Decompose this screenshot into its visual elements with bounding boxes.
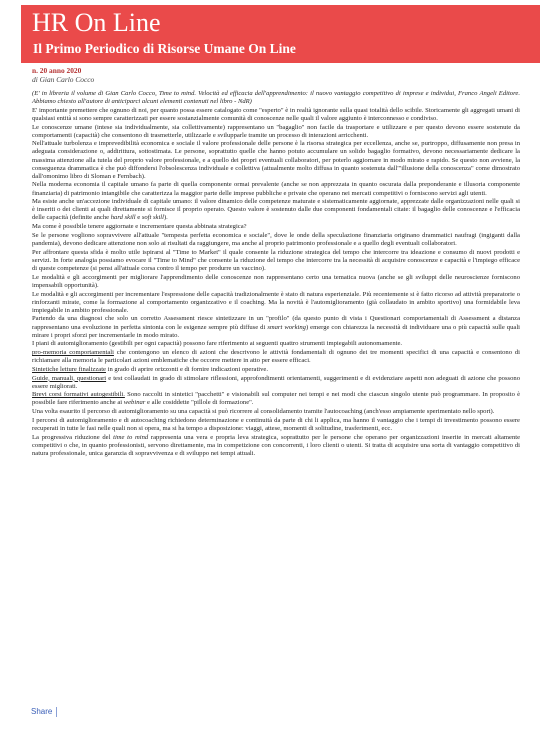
text-run: ) emerge con chiarezza la necessità di individuare una o più capacità sulle quali mirare i propri sforzi per incrementarle in modo mirato. (32, 323, 520, 339)
text-run: Ma esiste anche un'accezione individuale di capitale umano: il valore dinamico delle competenze maturate e sistematicamente aggiornate, apprezzate dalle organizzazioni nelle quali si è inseriti o dei clienti ai quali direttamente si fornisce il proprio operato. Questo valore è sostenuto dalle due componenti fondamentali citate: il bagaglio delle conoscenze e l'efficacia delle capacità (definite anche (32, 198, 520, 222)
list-item-head: pro-memoria comportamentali (32, 349, 114, 357)
paragraph: I percorsi di automiglioramento e di autocoaching richiedono determinazione e continuità da parte di chi li applica, ma hanno il vantaggio che i tempi di investimento possono essere recuperati in tutte le fasi nelle quali non si opera, ma si ha tempo a disposizione: viaggi, attese, momenti di solitudine, trasferimenti, ecc. (32, 416, 520, 432)
text-run: smart working (267, 323, 306, 331)
text-run: e alle cosiddette "pillole di formazione". (145, 399, 254, 407)
question-heading: Ma come è possibile tenere aggiornate e incrementare questa abbinata strategica? (32, 223, 247, 231)
site-title: HR On Line (32, 8, 161, 37)
paragraph (32, 434, 520, 458)
list-item (32, 375, 520, 391)
list-item (32, 391, 520, 407)
list-item-head: Sintetiche letture finalizzate (32, 365, 106, 373)
share-link[interactable]: Share (31, 707, 53, 716)
paragraph: Per affrontare questa sfida è molto utile ispirarsi al "Time to Market" il quale consente la riduzione strategica del tempo che intercorre tra ideazione e consumo di nuovi prodotti e servizi. In forte analogia possiamo evocare il "Time to Mind" che consente la riduzione del tempo che intercorre tra la necessità di acquisire conoscenze e capacità e l'impiego efficace di queste competenze (si pensi all'attuale corsa contro il tempo per produrre un vaccino). (32, 248, 520, 273)
site-subtitle: Il Primo Periodico di Risorse Umane On Line (33, 41, 296, 56)
text-run: La progressiva riduzione del (32, 433, 114, 441)
paragraph: I piani di automiglioramento (gestibili per ogni capacità) possono fare riferimento ai seguenti quattro strumenti impiegabili autonomamente. (32, 340, 403, 348)
text-run: in grado di aprire orizzonti e di fornire indicazioni operative. (105, 365, 269, 373)
text-run: hard skill (110, 214, 136, 222)
text-run: che contengono un elenco di azioni che descrivono le attività fondamentali di ognuno dei tre momenti specifici di una capacità e consentono di richiamare alla memoria le particolari azioni emblematiche che occorre mettere in atto per essere efficaci. (32, 349, 520, 365)
article-body (32, 90, 520, 458)
list-item (32, 349, 520, 365)
intro-paragraph: (E' in libreria il volume di Gian Carlo Cocco, Time to mind. Velocità ed efficacia dell'apprendimento: il nuovo vantaggio competitivo di imprese e individui, Franco Angeli Editore. Abbiamo chiesto all'autore di anticiparci alcuni elementi contenuti nel libro - NdR) (32, 90, 520, 106)
paragraph: Le conoscenze umane (intese sia individualmente, sia collettivamente) rappresentano un "bagaglio" non facile da trasportare e utilizzare e per questo devono essere sostenute da comportamenti (capacità) che consentono di trasmetterle, utilizzarle e svilupparle tramite un processo di interazioni arricchenti. (32, 123, 520, 139)
list-item-head: Guide, manuali, questionari (32, 374, 107, 382)
text-run: time to mind (113, 433, 149, 441)
text-run: soft skill (141, 214, 164, 222)
paragraph: E' importante premettere che ognuno di noi, per quanto possa essere catalogato come "esperto" è in realtà ignorante sulla quasi totalità dello scibile. Storicamente gli aggregati umani di qualsiasi entità si sono sempre caratterizzati per essere sostanzialmente comunità di conoscenze nelle quali il valore aggiunto è interconnesso e condiviso. (32, 106, 520, 122)
masthead-banner (21, 5, 540, 63)
paragraph (32, 198, 520, 222)
text-run: ). (163, 214, 168, 222)
paragraph: Le modalità e gli accorgimenti per incrementare l'espressione delle capacità tradizionalmente è stato di natura esperienziale. Più recentemente si è fatto ricorso ad attività preparatorie o rinforzanti mirate, come la formazione al comportamento organizzativo e il coaching. Ma la novità è l'automiglioramento (già collaudato in ambito sportivo) una formidabile leva impiegabile in ambito professionale. (32, 290, 520, 314)
text-run: e (135, 214, 142, 222)
paragraph: Se le persone vogliono sopravvivere all'attuale "tempesta perfetta economica e sociale", dove le onde della speculazione finanziaria originano drammatici naufragi (ingiganti dalla pandemia), devono dedicare attenzione non solo ai risultati da raggiungere, ma anche al proprio patrimonio professionale e a quello degli eventuali collaboratori. (32, 232, 520, 248)
paragraph: Nella moderna economia il capitale umano fa parte di quella componente ormai prevalente (anche se non apprezzata in quanto oscurata dalla preponderante e illusoria componente finanziaria) di patrimonio intangibile che caratterizza la maggior parte delle imprese pubbliche e private che operano nei mercati competitivi o forniscono servizi agli utenti. (32, 181, 520, 197)
list-item-head: Brevi corsi formativi autogestibili. (32, 391, 125, 399)
paragraph (32, 315, 520, 339)
text-run: rappresenta una vera e propria leva strategica, soprattutto per le persone che operano per organizzazioni inserite in mercati altamente competitivi o che, in quanto professionisti, servono direttamente, ma in competizione con concorrenti, i loro clienti o utenti. Si tratta di acquisire una sorta di vantaggio competitivo di natura professionale, unica garanzia di sopravvivenza e di sviluppo nei tempi attuali. (32, 433, 520, 457)
author-line: di Gian Carlo Cocco (32, 75, 95, 84)
paragraph: Le modalità e gli accorgimenti per migliorare l'apprendimento delle conoscenze non rappresentano certo una tematica nuova (anche se gli sviluppi delle neuroscienze forniscono impensabili opportunità). (32, 273, 520, 289)
share-divider (56, 707, 57, 717)
list-item (32, 366, 520, 374)
text-run: e test collaudati in grado di stimolare riflessioni, approfondimenti orientamenti, suggerimenti e di evidenziare aspetti non adeguati di azione che possono essere migliorati. (32, 374, 520, 390)
text-run: webinar (123, 399, 146, 407)
text-run: Partendo da una diagnosi che solo un corretto Assessment riesce sintetizzare in un "profilo" (da questo punto di vista i Questionari comportamentali di Assessment a distanza rappresentano una evoluzione in perfetta sintonia con le esigenze sempre più diffuse di (32, 315, 520, 331)
text-run: Sono raccolti in sintetici "pacchetti" e visionabili sul computer nei tempi e nei modi che ciascun singolo utente può programmare. In proposito è possibile fare riferimento anche ai (32, 391, 521, 407)
paragraph: Nell'attuale turbolenza e imprevedibilità economica e sociale il valore professionale delle persone è la risorsa strategica per eccellenza, anche se, purtroppo, diffusamente non presa in adeguata considerazione o, addirittura, sottostimata. Le persone, soprattutto quelle che hanno potuto accumulare un solido bagaglio formativo, devono necessariamente dedicare la massima attenzione alla tutela del proprio valore professionale, e a quello dei propri eventuali collaboratori, per poterlo aggiornare in modo mirato e rapido. Se questo non avviene, la conseguenza drammatica è che può diffondersi l'obsolescenza individuale e collettiva (attualmente molto diffusa in quanto sostenuta dall'"illusione della conoscenza" come dimostrato dall'omonimo libro di Sloman e Fernbach). (32, 140, 520, 180)
paragraph: Una volta esaurito il percorso di automiglioramento su una capacità si può ricorrere al consolidamento tramite l'autocoaching (anch'esso ampiamente sperimentato nello sport). (32, 408, 495, 416)
issue-number: n. 20 anno 2020 (32, 66, 82, 75)
